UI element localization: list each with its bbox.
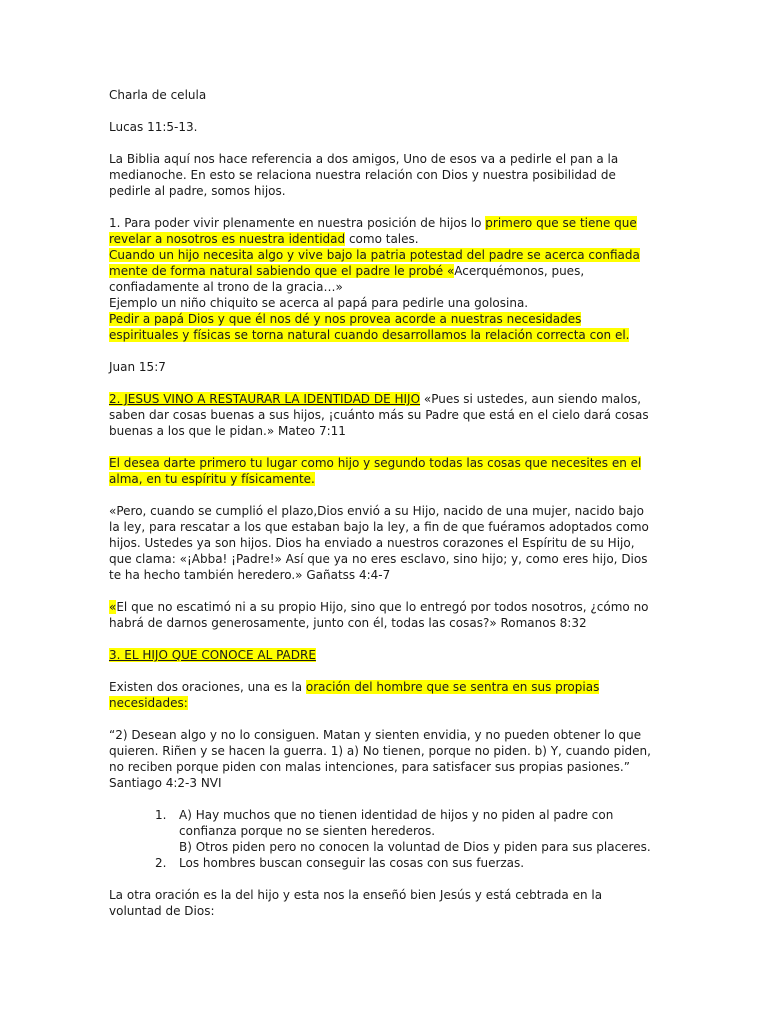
- point-one-text: 1. Para poder vivir plenamente en nuestra posición de hijos lo: [109, 216, 486, 230]
- intro-paragraph: [109, 151, 654, 199]
- desire-highlight: El desea darte primero tu lugar como hijo y segundo todas las cosas que necesites en el alma, en tu espíritu y físicamente.: [109, 456, 642, 486]
- document-title: Charla de celula: [109, 88, 207, 102]
- section-two-text: «Pues si ustedes, aun siendo malos, saben dar cosas buenas a sus hijos, ¡cuánto más su Padre que está en el cielo dará cosas buenas a los que le pidan.» Mateo 7:11: [109, 392, 649, 438]
- ask-father-paragraph: [109, 311, 654, 343]
- point-one-highlight: primero que se tiene que revelar a nosotros es nuestra identidad: [109, 216, 637, 246]
- intro-text: La Biblia aquí nos hace referencia a dos amigos, Uno de esos va a pedirle el pan a la medianoche. En esto se relaciona nuestra relación con Dios y nuestra posibilidad de pedirle al padre, somos hijos.: [109, 152, 619, 198]
- list-item: [109, 855, 654, 871]
- child-needs-paragraph: [109, 247, 654, 295]
- point-one-paragraph: [109, 215, 654, 247]
- two-prayers-text: Existen dos oraciones, una es la: [109, 680, 306, 694]
- romans-quote-mark: «: [109, 600, 117, 614]
- numbered-list: [109, 807, 654, 871]
- galatians-paragraph: «Pero, cuando se cumplió el plazo,Dios envió a su Hijo, nacido de una mujer, nacido bajo la ley, para rescatar a los que estaban bajo la ley, a fin de que fuéramos adoptados como hijos. Ustedes ya son hijos. Dios ha enviado a nuestros corazones el Espíritu de su Hijo, que clama: «¡Abba! ¡Padre!» Así que ya no eres esclavo, sino hijo; y, como eres hijo, Dios te ha hecho también heredero.» Gañatss 4:4-7: [109, 504, 649, 582]
- romans-paragraph: [109, 599, 654, 631]
- list-item-number: 1.: [155, 808, 167, 822]
- list-item: [109, 807, 654, 839]
- section-two-paragraph: [109, 391, 654, 439]
- james-paragraph: “2) Desean algo y no lo consiguen. Matan y sienten envidia, y no pueden obtener lo que quieren. Riñen y se hacen la guerra. 1) a) No tienen, porque no piden. b) Y, cuando piden, no reciben porque piden con malas intenciones, para satisfacer sus propias pasiones.” Santiago 4:2-3 NVI: [109, 728, 651, 790]
- child-needs-quote: Acerquémonos, pues, confiadamente al trono de la gracia…»: [109, 264, 585, 294]
- point-one-text-end: como tales.: [345, 232, 419, 246]
- scripture-reference: Lucas 11:5-13.: [109, 120, 198, 134]
- list-item-number: 2.: [155, 856, 167, 870]
- child-needs-highlight: Cuando un hijo necesita algo y vive bajo la patria potestad del padre se acerca confiada mente de forma natural sabiendo que el padre le probé «: [109, 248, 640, 278]
- two-prayers-paragraph: [109, 679, 654, 711]
- list-item-sub: B) Otros piden pero no conocen la voluntad de Dios y piden para sus placeres.: [179, 840, 651, 854]
- desire-paragraph: [109, 455, 654, 487]
- romans-text: El que no escatimó ni a su propio Hijo, sino que lo entregó por todos nosotros, ¿cómo no habrá de darnos generosamente, junto con él, todas las cosas?» Romanos 8:32: [109, 600, 649, 630]
- two-prayers-highlight: oración del hombre que se sentra en sus propias necesidades:: [109, 680, 600, 710]
- section-three-paragraph: [109, 647, 654, 663]
- juan-reference: Juan 15:7: [109, 360, 166, 374]
- list-item-text: A) Hay muchos que no tienen identidad de hijos y no piden al padre con confianza porque no se sienten herederos.: [179, 808, 614, 838]
- example-paragraph: Ejemplo un niño chiquito se acerca al papá para pedirle una golosina.: [109, 296, 529, 310]
- section-two-heading: 2. JESUS VINO A RESTAURAR LA IDENTIDAD DE HIJO: [109, 392, 421, 406]
- document-body: [109, 87, 654, 919]
- list-item-text: Los hombres buscan conseguir las cosas con sus fuerzas.: [179, 856, 525, 870]
- ask-father-highlight: Pedir a papá Dios y que él nos dé y nos provea acorde a nuestras necesidades espirituales y físicas se torna natural cuando desarrollamos la relación correcta con el.: [109, 312, 630, 342]
- section-three-heading: 3. EL HIJO QUE CONOCE AL PADRE: [109, 648, 316, 662]
- closing-paragraph: La otra oración es la del hijo y esta nos la enseñó bien Jesús y está cebtrada en la voluntad de Dios:: [109, 888, 603, 918]
